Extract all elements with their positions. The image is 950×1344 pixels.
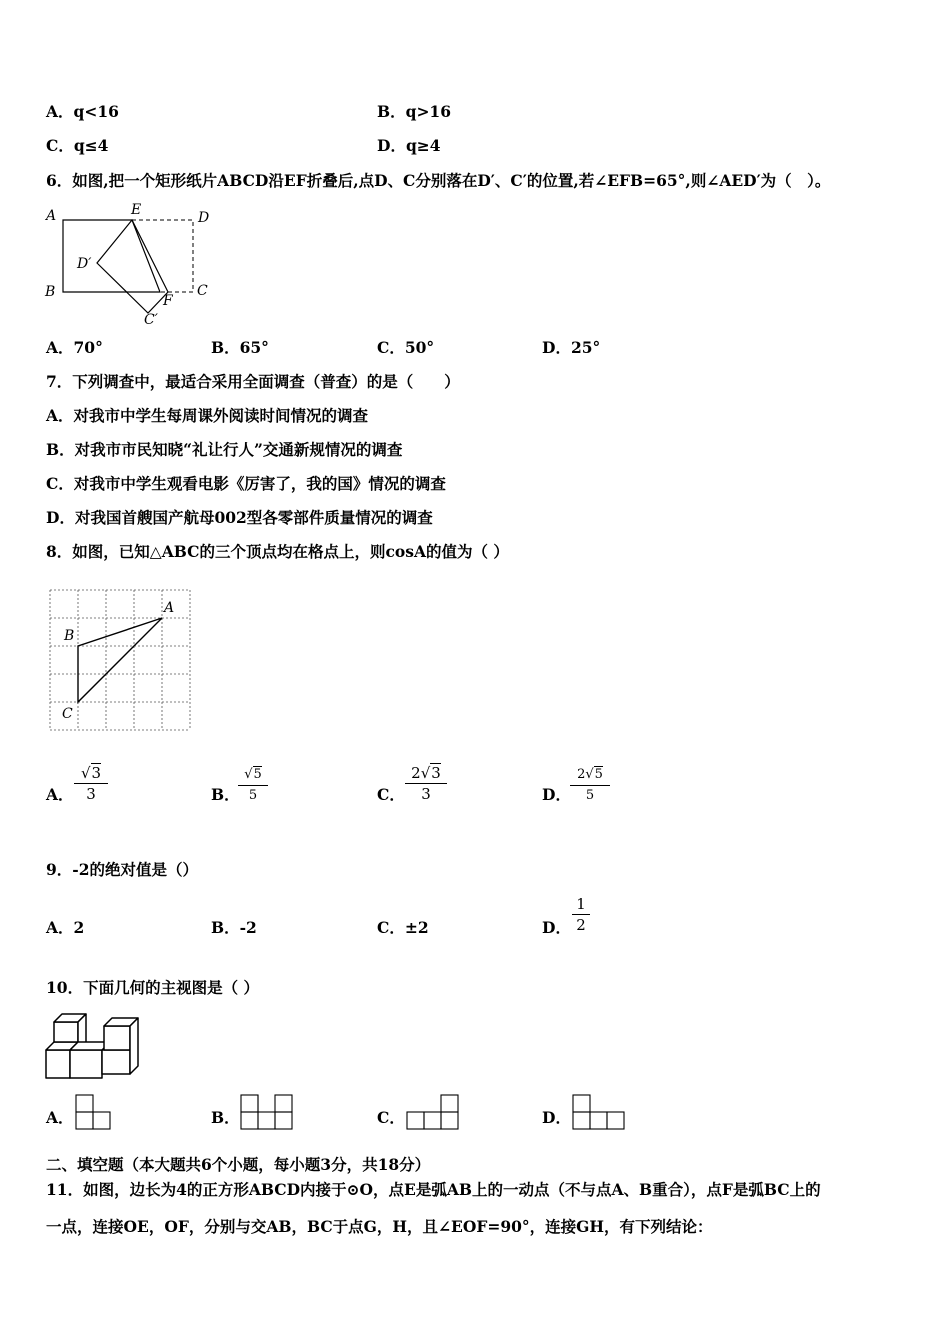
q10-option-b-label: B． [211, 1108, 240, 1127]
q8-option-d-denominator: 5 [585, 788, 595, 803]
q8-option-c-denominator: 3 [421, 785, 431, 803]
q10-option-a-view [76, 1095, 116, 1133]
q8-option-d-radicand: 5 [594, 767, 603, 782]
q9-option-d-denominator: 2 [576, 916, 586, 934]
q8-option-b-denominator: 5 [248, 788, 258, 803]
q9-option-d-fraction [572, 895, 590, 934]
section2-title: 二、填空题（本大题共6个小题，每小题3分，共18分） [46, 1155, 431, 1174]
q10-option-d-label: D． [542, 1108, 571, 1127]
q7-stem: 7．下列调查中，最适合采用全面调查（普查）的是（ ） [46, 372, 460, 391]
q8-option-c-coef: 2 [411, 764, 421, 782]
q8-stem: 8．如图，已知△ABC的三个顶点均在格点上，则cosA的值为（ ） [46, 542, 509, 561]
q10-option-b-view [241, 1095, 297, 1133]
q5-option-b: B．q>16 [377, 102, 451, 121]
q6-option-c: C．50° [377, 338, 435, 357]
q5-option-a: A．q<16 [46, 102, 119, 121]
q7-option-b: B．对我市市民知晓“礼让行人”交通新规情况的调查 [46, 440, 403, 459]
q6-label-c-prime: C′ [144, 312, 158, 328]
q6-folded-part [97, 220, 168, 313]
q8-option-d-fraction: 2√5 5 [570, 766, 610, 805]
q8-grid-figure [50, 590, 195, 735]
q7-option-c: C．对我市中学生观看电影《厉害了，我的国》情况的调查 [46, 474, 446, 493]
q6-option-d: D．25° [542, 338, 601, 357]
q8-option-c-label: C． [377, 785, 405, 804]
q6-option-b: B．65° [211, 338, 269, 357]
q9-option-a: A．2 [46, 918, 85, 937]
q8-triangle [78, 618, 162, 702]
q6-label-c: C [197, 283, 208, 299]
q9-option-b: B．-2 [211, 918, 257, 937]
q11-line2: 一点，连接OE，OF，分别与交AB，BC于点G，H，且∠EOF=90°，连接GH，有下列结论： [46, 1217, 713, 1236]
q10-stem: 10．下面几何的主视图是（ ） [46, 978, 259, 997]
q8-option-d-coef: 2 [577, 767, 586, 782]
q8-option-d-label: D． [542, 785, 571, 804]
q8-option-a-denominator: 3 [86, 785, 96, 803]
q6-fold-figure [40, 200, 230, 330]
q8-label-b: B [64, 628, 75, 644]
q9-option-c: C．±2 [377, 918, 429, 937]
q5-option-d: D．q≥4 [377, 136, 441, 155]
q6-label-a: A [46, 208, 57, 224]
q8-option-a-label: A． [46, 785, 74, 804]
q6-label-f: F [163, 293, 173, 309]
q9-option-d-label: D． [542, 918, 571, 937]
q5-option-c: C．q≤4 [46, 136, 109, 155]
q10-solid-figure [46, 1014, 146, 1084]
q9-option-d-numerator: 1 [576, 895, 586, 913]
q8-option-b-radicand: 5 [253, 767, 262, 782]
q6-label-d: D [198, 210, 210, 226]
q8-option-c-fraction: 2√3 3 [405, 764, 447, 803]
q6-label-d-prime: D′ [77, 256, 92, 272]
q6-label-e: E [131, 202, 142, 218]
q6-option-a: A．70° [46, 338, 103, 357]
q7-option-a: A．对我市中学生每周课外阅读时间情况的调查 [46, 406, 369, 425]
q8-option-b-label: B． [211, 785, 240, 804]
q6-label-b: B [45, 284, 56, 300]
q8-option-c-radicand: 3 [431, 764, 441, 782]
q10-option-c-view [407, 1095, 463, 1133]
q8-option-a-fraction: √3 3 [74, 764, 108, 803]
q10-option-c-label: C． [377, 1108, 405, 1127]
q10-option-d-view [573, 1095, 629, 1133]
q8-option-a-radicand: 3 [91, 764, 102, 782]
q7-option-d: D．对我国首艘国产航母002型各零部件质量情况的调查 [46, 508, 433, 527]
q6-stem: 6．如图,把一个矩形纸片ABCD沿EF折叠后,点D、C分别落在D′、C′的位置,若∠EFB=65°,则∠AED′为（ ）。 [46, 171, 831, 190]
q11-line1: 11．如图，边长为4的正方形ABCD内接于⊙O，点E是弧AB上的一动点（不与点A、B重合），点F是弧BC上的 [46, 1180, 821, 1199]
q9-stem: 9．-2的绝对值是（） [46, 860, 199, 879]
q10-option-a-label: A． [46, 1108, 74, 1127]
q8-label-c: C [62, 706, 73, 722]
q8-option-b-fraction: √5 5 [238, 766, 268, 805]
q8-label-a: A [164, 600, 175, 616]
